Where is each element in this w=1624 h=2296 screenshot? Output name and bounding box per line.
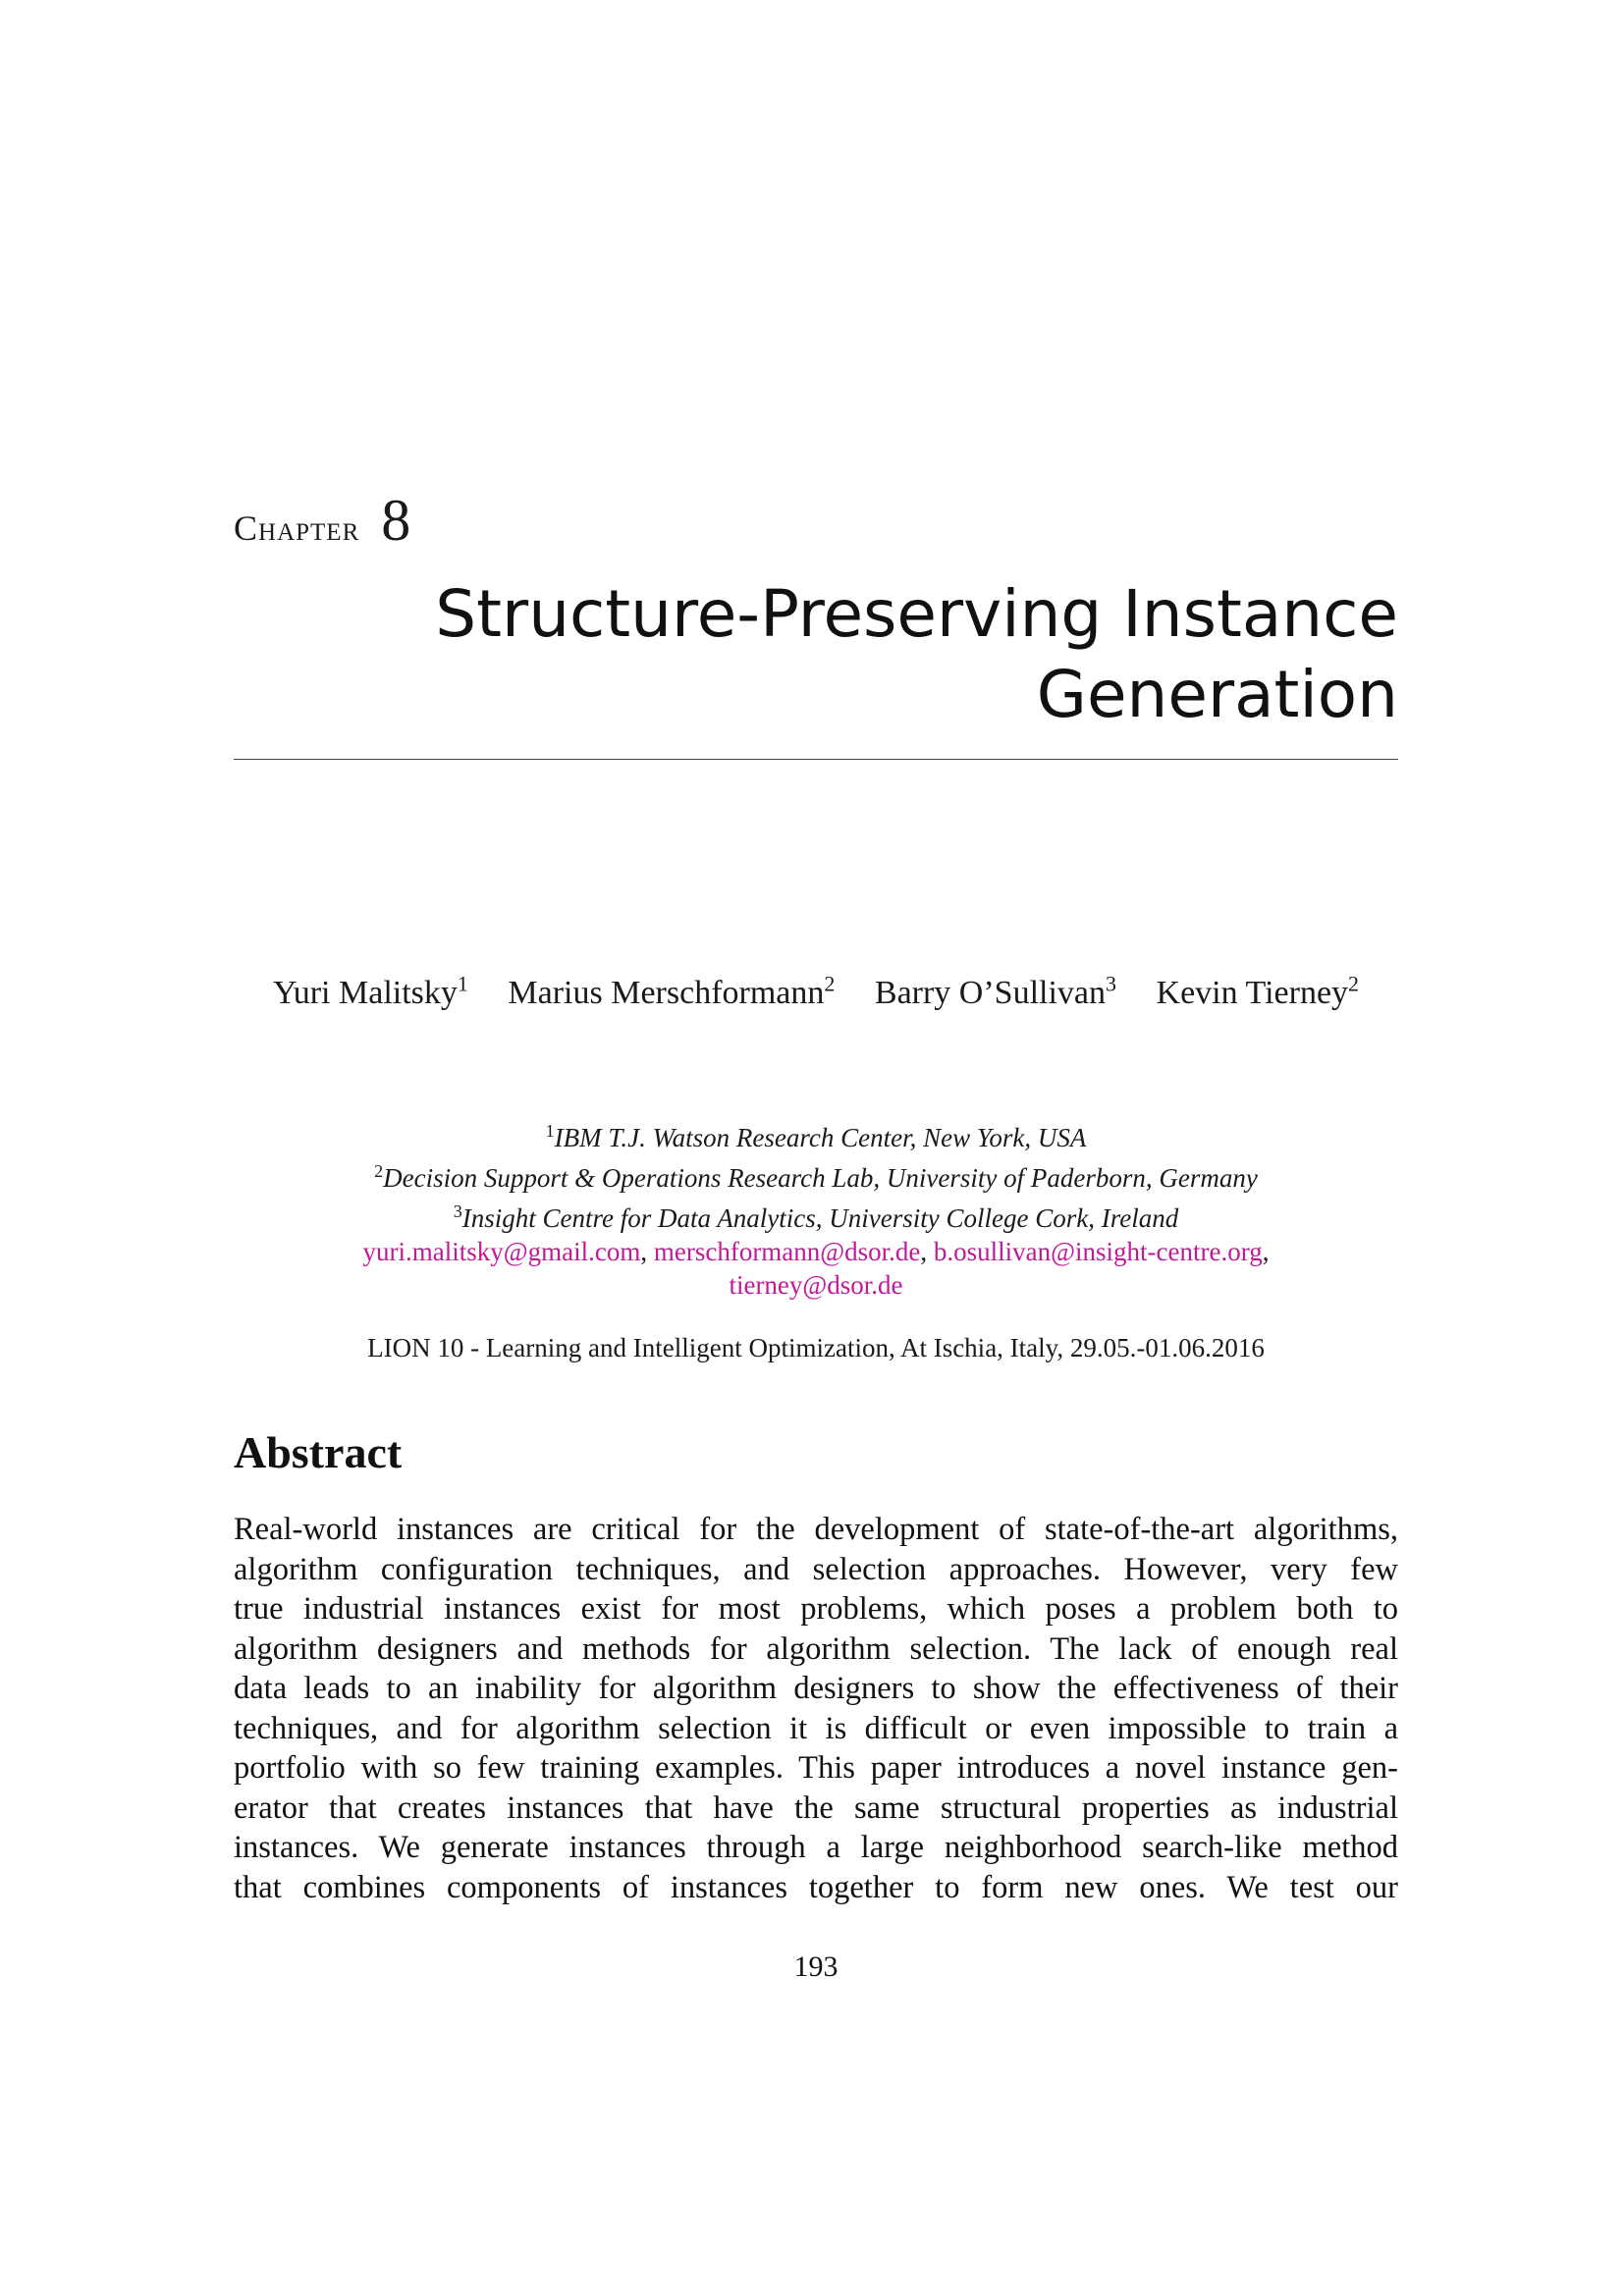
author-list [234,972,1398,1012]
abstract-line: algorithm designers and methods for algorithm selection. The lack of enough real [234,1630,1398,1667]
email-list: yuri.malitsky@gmail.com, merschformann@dsor.de, b.osullivan@insight-centre.org, [362,1237,1270,1266]
chapter-title [234,574,1398,735]
email-link[interactable]: b.osullivan@insight-centre.org [933,1237,1263,1266]
email-link[interactable]: merschformann@dsor.de [653,1237,921,1266]
abstract-line: Real-world instances are critical for the development of state-of-the-art algorithms, [234,1512,1398,1547]
abstract-line: portfolio with so few training examples. This paper introduces a novel instance gen- [234,1750,1398,1786]
chapter-word: Chapter [234,508,360,548]
title-line: Structure-Preserving Instance [435,576,1398,652]
author: Barry O’Sullivan$^3$ [874,972,1117,1012]
affiliation: $^3$Insight Centre for Data Analytics, University College Cork, Ireland [453,1201,1179,1233]
abstract-heading: Abstract [234,1427,403,1477]
abstract-line: that combines components of instances together to form new ones. We test our [234,1869,1398,1905]
title-line: Generation [1036,657,1398,732]
abstract-line: true industrial instances exist for most problems, which poses a problem both to [234,1591,1398,1627]
email-list [234,1268,1398,1302]
affiliations [234,1114,1398,1302]
author: Yuri Malitsky$^1$ [272,972,468,1012]
abstract-line: erator that creates instances that have the same structural properties as industrial [234,1789,1398,1826]
chapter-number: 8 [381,488,412,553]
abstract-line: data leads to an inability for algorithm designers to show the effectiveness of their [234,1671,1398,1706]
abstract-line: techniques, and for algorithm selection it is difficult or even impossible to train a [234,1710,1398,1746]
email-link[interactable]: tierney@dsor.de [729,1270,903,1300]
page-number: 193 [793,1950,839,1983]
chapter-label [234,487,411,555]
author: Kevin Tierney$^2$ [1156,972,1360,1012]
author: Marius Merschformann$^2$ [508,972,836,1012]
conference-info: LION 10 - Learning and Intelligent Optimization, At Ischia, Italy, 29.05.-01.06.2016 [367,1333,1265,1362]
affiliation: $^2$Decision Support & Operations Research Lab, University of Paderborn, Germany [374,1161,1258,1193]
abstract-body [234,1510,1398,1907]
abstract-line: instances. We generate instances through a large neighborhood search-like method [234,1830,1398,1865]
email-link[interactable]: yuri.malitsky@gmail.com [362,1237,641,1266]
abstract-line: algorithm configuration techniques, and selection approaches. However, very few [234,1551,1398,1587]
affiliation: $^1$IBM T.J. Watson Research Center, New York, USA [545,1121,1087,1152]
title-rule [234,759,1398,760]
